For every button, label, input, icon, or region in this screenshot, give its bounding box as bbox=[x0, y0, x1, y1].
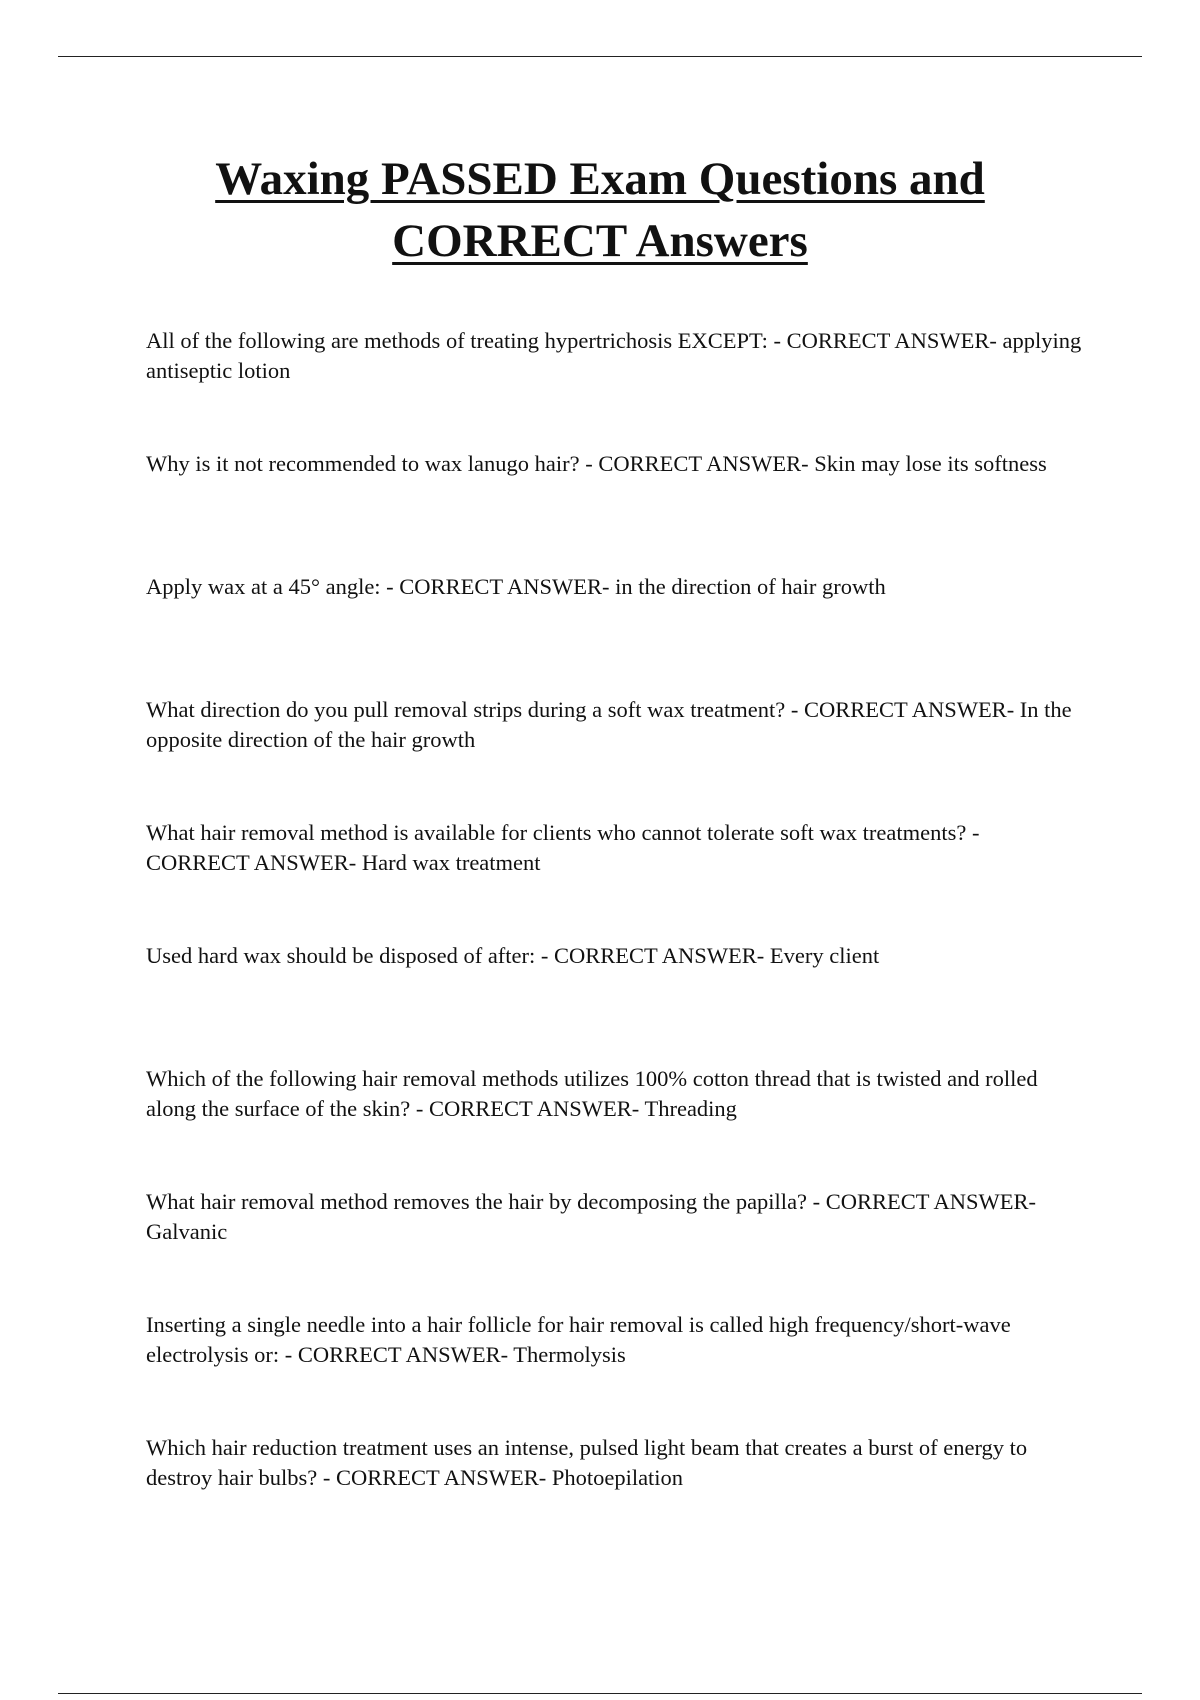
qa-item: Apply wax at a 45° angle: - CORRECT ANSWER- in the direction of hair growth bbox=[146, 574, 886, 599]
qa-item: What hair removal method removes the hair by decomposing the papilla? - CORRECT ANSWER- Galvanic bbox=[146, 1189, 1037, 1244]
qa-item: Used hard wax should be disposed of after: - CORRECT ANSWER- Every client bbox=[146, 943, 880, 968]
bottom-rule bbox=[58, 1693, 1142, 1694]
qa-item: Which hair reduction treatment uses an intense, pulsed light beam that creates a burst of energy to destroy hair bulbs? - CORRECT ANSWER- Photoepilation bbox=[146, 1435, 1028, 1490]
qa-item: What hair removal method is available for clients who cannot tolerate soft wax treatments? - CORRECT ANSWER- Hard wax treatment bbox=[146, 820, 980, 875]
page-title: Waxing PASSED Exam Questions and CORRECT Answers bbox=[215, 153, 985, 267]
qa-list bbox=[146, 326, 1086, 1556]
qa-item: All of the following are methods of treating hypertrichosis EXCEPT: - CORRECT ANSWER- applying antiseptic lotion bbox=[146, 328, 1082, 383]
qa-item: Inserting a single needle into a hair follicle for hair removal is called high frequency/short-wave electrolysis or: - CORRECT ANSWER- Thermolysis bbox=[146, 1312, 1011, 1367]
qa-item: Which of the following hair removal methods utilizes 100% cotton thread that is twisted and rolled along the surface of the skin? - CORRECT ANSWER- Threading bbox=[146, 1066, 1038, 1121]
qa-item: What direction do you pull removal strips during a soft wax treatment? - CORRECT ANSWER- In the opposite direction of the hair growth bbox=[146, 697, 1072, 752]
top-rule bbox=[58, 56, 1142, 57]
qa-item: Why is it not recommended to wax lanugo hair? - CORRECT ANSWER- Skin may lose its softness bbox=[146, 451, 1047, 476]
